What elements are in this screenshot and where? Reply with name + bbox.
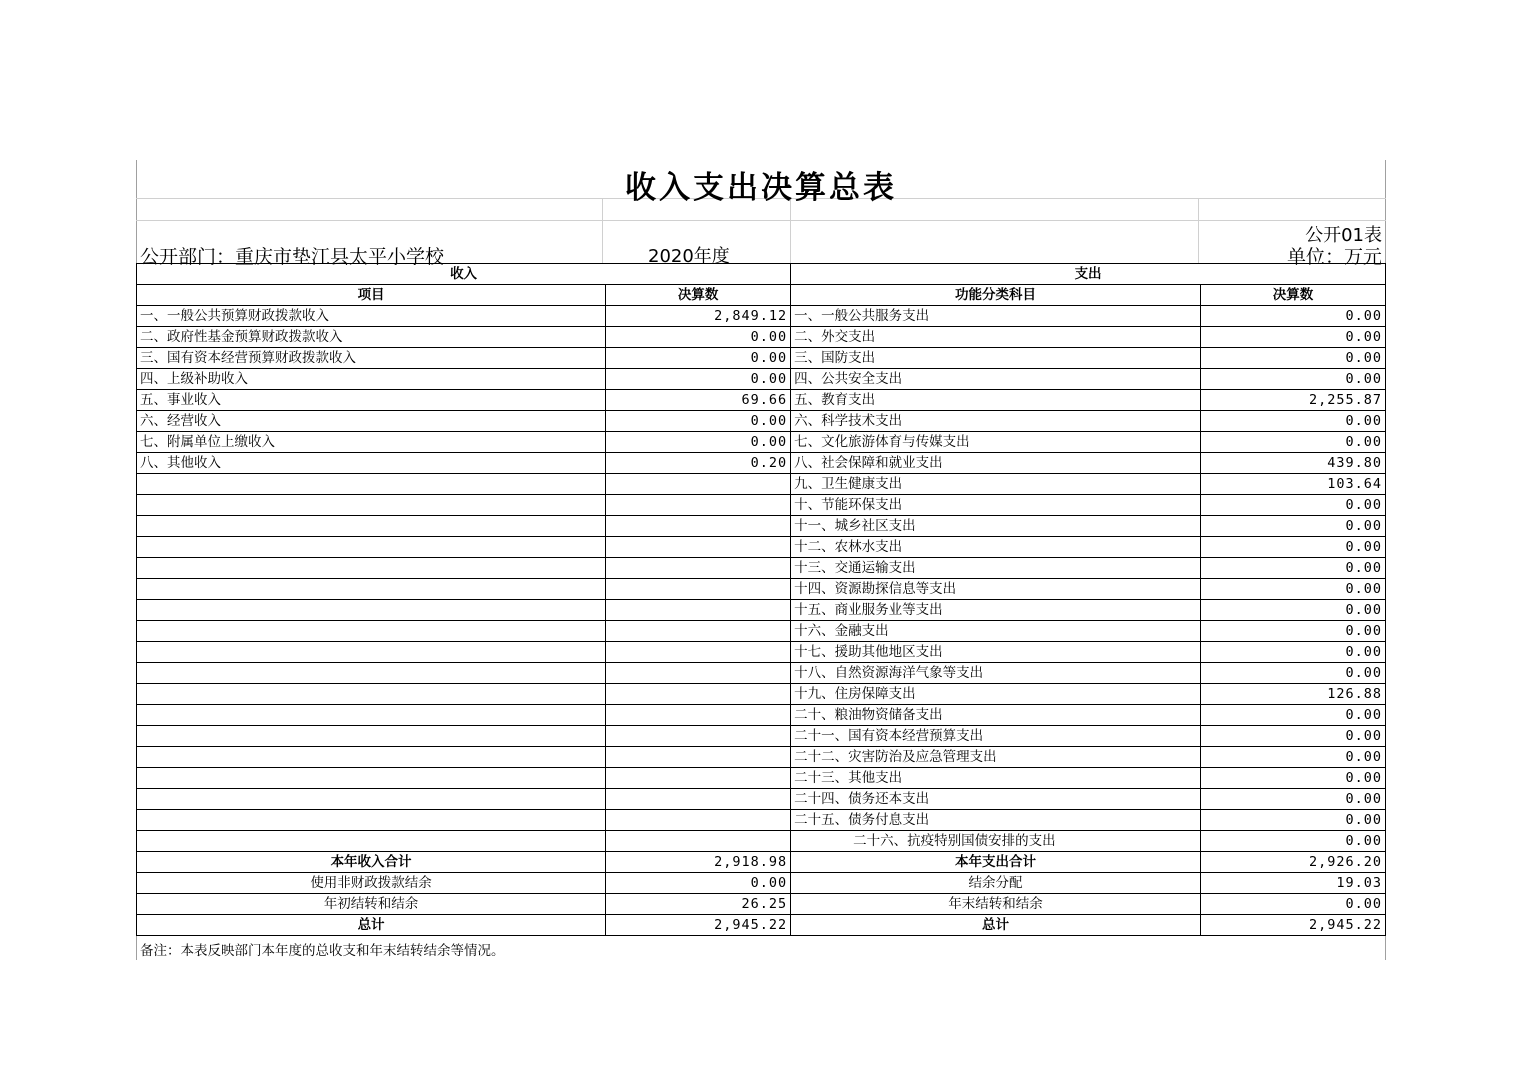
grand-label-expense: 总计 — [791, 915, 1201, 936]
table-row — [137, 369, 1386, 390]
income-item — [137, 768, 606, 789]
income-item — [137, 726, 606, 747]
table-row — [137, 768, 1386, 789]
income-item: 二、政府性基金预算财政拨款收入 — [137, 327, 606, 348]
income-amount: 0.00 — [606, 432, 791, 453]
table-row — [137, 684, 1386, 705]
income-amount — [606, 663, 791, 684]
income-item — [137, 600, 606, 621]
table-row — [137, 621, 1386, 642]
income-item: 八、其他收入 — [137, 453, 606, 474]
income-item: 七、附属单位上缴收入 — [137, 432, 606, 453]
expense-amount: 0.00 — [1200, 558, 1385, 579]
income-amount: 69.66 — [606, 390, 791, 411]
income-amount — [606, 726, 791, 747]
expense-amount: 0.00 — [1200, 831, 1385, 852]
col-item: 项目 — [137, 285, 606, 306]
grand-expense: 2,945.22 — [1200, 915, 1385, 936]
expense-item: 二十一、国有资本经营预算支出 — [791, 726, 1201, 747]
income-item — [137, 516, 606, 537]
fiscal-year: 2020年度 — [648, 246, 730, 267]
expense-item: 十八、自然资源海洋气象等支出 — [791, 663, 1201, 684]
expense-amount: 126.88 — [1200, 684, 1385, 705]
table-row — [137, 495, 1386, 516]
expense-item: 二十、粮油物资储备支出 — [791, 705, 1201, 726]
income-item — [137, 537, 606, 558]
income-amount — [606, 474, 791, 495]
page-title: 收入支出决算总表 — [625, 170, 897, 206]
income-item — [137, 558, 606, 579]
expense-item: 十六、金融支出 — [791, 621, 1201, 642]
expense-item: 五、教育支出 — [791, 390, 1201, 411]
expense-item: 十五、商业服务业等支出 — [791, 600, 1201, 621]
expense-amount: 0.00 — [1200, 516, 1385, 537]
income-amount — [606, 831, 791, 852]
income-item — [137, 684, 606, 705]
income-amount — [606, 558, 791, 579]
table-row — [137, 789, 1386, 810]
nonfiscal-label: 使用非财政拨款结余 — [137, 873, 606, 894]
expense-amount: 0.00 — [1200, 789, 1385, 810]
income-section: 收入 — [137, 264, 791, 285]
income-amount — [606, 495, 791, 516]
expense-amount: 0.00 — [1200, 663, 1385, 684]
end-label: 年末结转和结余 — [791, 894, 1201, 915]
expense-amount: 103.64 — [1200, 474, 1385, 495]
table-row — [137, 474, 1386, 495]
expense-item: 十九、住房保障支出 — [791, 684, 1201, 705]
expense-amount: 0.00 — [1200, 348, 1385, 369]
income-amount — [606, 600, 791, 621]
begin-label: 年初结转和结余 — [137, 894, 606, 915]
table-number: 公开01表 — [1305, 225, 1382, 246]
expense-amount: 0.00 — [1200, 747, 1385, 768]
income-amount — [606, 579, 791, 600]
expense-item: 二、外交支出 — [791, 327, 1201, 348]
table-row — [137, 705, 1386, 726]
expense-item: 二十六、抗疫特别国债安排的支出 — [791, 831, 1201, 852]
expense-amount: 0.00 — [1200, 327, 1385, 348]
income-item: 一、一般公共预算财政拨款收入 — [137, 306, 606, 327]
expense-item: 八、社会保障和就业支出 — [791, 453, 1201, 474]
title-row — [136, 160, 1386, 206]
table-row — [137, 558, 1386, 579]
table-row — [137, 411, 1386, 432]
table-row — [137, 453, 1386, 474]
income-amount — [606, 684, 791, 705]
surplus-label: 结余分配 — [791, 873, 1201, 894]
income-total: 2,918.98 — [606, 852, 791, 873]
income-amount — [606, 705, 791, 726]
table-row — [137, 726, 1386, 747]
income-total-label: 本年收入合计 — [137, 852, 606, 873]
table-row — [137, 306, 1386, 327]
income-item — [137, 579, 606, 600]
summary-row-totals — [137, 852, 1386, 873]
expense-amount: 0.00 — [1200, 495, 1385, 516]
expense-amount: 0.00 — [1200, 705, 1385, 726]
expense-amount: 0.00 — [1200, 537, 1385, 558]
table-row — [137, 831, 1386, 852]
sheet-header — [136, 221, 1386, 268]
expense-item: 四、公共安全支出 — [791, 369, 1201, 390]
income-item — [137, 474, 606, 495]
table-row — [137, 327, 1386, 348]
income-item — [137, 621, 606, 642]
grand-label: 总计 — [137, 915, 606, 936]
income-amount: 2,849.12 — [606, 306, 791, 327]
expense-section: 支出 — [791, 264, 1386, 285]
expense-amount: 0.00 — [1200, 642, 1385, 663]
income-item: 五、事业收入 — [137, 390, 606, 411]
table-row — [137, 432, 1386, 453]
table-row — [137, 348, 1386, 369]
income-item — [137, 705, 606, 726]
table-row — [137, 642, 1386, 663]
expense-item: 九、卫生健康支出 — [791, 474, 1201, 495]
income-item — [137, 831, 606, 852]
income-amount: 0.20 — [606, 453, 791, 474]
table-row — [137, 810, 1386, 831]
expense-total: 2,926.20 — [1200, 852, 1385, 873]
expense-amount: 0.00 — [1200, 369, 1385, 390]
expense-amount: 0.00 — [1200, 768, 1385, 789]
expense-amount: 439.80 — [1200, 453, 1385, 474]
income-amount — [606, 768, 791, 789]
expense-amount: 0.00 — [1200, 411, 1385, 432]
expense-item: 十三、交通运输支出 — [791, 558, 1201, 579]
income-item: 四、上级补助收入 — [137, 369, 606, 390]
income-amount — [606, 537, 791, 558]
income-item — [137, 747, 606, 768]
income-item — [137, 495, 606, 516]
expense-item: 一、一般公共服务支出 — [791, 306, 1201, 327]
expense-item: 十七、援助其他地区支出 — [791, 642, 1201, 663]
department: 公开部门：重庆市垫江县太平小学校 — [140, 246, 445, 268]
budget-table — [136, 263, 1386, 936]
expense-item: 十四、资源勘探信息等支出 — [791, 579, 1201, 600]
income-item — [137, 663, 606, 684]
table-row — [137, 516, 1386, 537]
summary-row-carryover — [137, 894, 1386, 915]
income-amount — [606, 516, 791, 537]
table-row — [137, 747, 1386, 768]
col-amount: 决算数 — [606, 285, 791, 306]
end-value: 0.00 — [1200, 894, 1385, 915]
income-item — [137, 789, 606, 810]
income-amount — [606, 810, 791, 831]
expense-item: 十、节能环保支出 — [791, 495, 1201, 516]
summary-row-balance — [137, 873, 1386, 894]
expense-item: 二十二、灾害防治及应急管理支出 — [791, 747, 1201, 768]
grand-income: 2,945.22 — [606, 915, 791, 936]
expense-amount: 0.00 — [1200, 432, 1385, 453]
expense-amount: 0.00 — [1200, 600, 1385, 621]
expense-amount: 0.00 — [1200, 621, 1385, 642]
expense-amount: 0.00 — [1200, 810, 1385, 831]
budget-sheet — [136, 160, 1386, 960]
table-row — [137, 537, 1386, 558]
nonfiscal-value: 0.00 — [606, 873, 791, 894]
income-amount — [606, 789, 791, 810]
expense-item: 三、国防支出 — [791, 348, 1201, 369]
footnote: 备注：本表反映部门本年度的总收支和年末结转结余等情况。 — [140, 943, 505, 959]
column-header-row — [137, 285, 1386, 306]
col-func-item: 功能分类科目 — [791, 285, 1201, 306]
expense-amount: 0.00 — [1200, 579, 1385, 600]
table-row — [137, 600, 1386, 621]
income-item: 三、国有资本经营预算财政拨款收入 — [137, 348, 606, 369]
income-item — [137, 642, 606, 663]
income-amount: 0.00 — [606, 348, 791, 369]
income-amount: 0.00 — [606, 411, 791, 432]
expense-item: 十一、城乡社区支出 — [791, 516, 1201, 537]
expense-item: 二十四、债务还本支出 — [791, 789, 1201, 810]
table-row — [137, 663, 1386, 684]
expense-item: 二十三、其他支出 — [791, 768, 1201, 789]
income-item: 六、经营收入 — [137, 411, 606, 432]
income-amount: 0.00 — [606, 327, 791, 348]
expense-item: 六、科学技术支出 — [791, 411, 1201, 432]
summary-row-grand — [137, 915, 1386, 936]
expense-amount: 2,255.87 — [1200, 390, 1385, 411]
unit-label: 单位：万元 — [1286, 246, 1382, 268]
expense-item: 七、文化旅游体育与传媒支出 — [791, 432, 1201, 453]
expense-amount: 0.00 — [1200, 726, 1385, 747]
table-row — [137, 579, 1386, 600]
surplus-value: 19.03 — [1200, 873, 1385, 894]
table-row — [137, 390, 1386, 411]
expense-total-label: 本年支出合计 — [791, 852, 1201, 873]
income-amount — [606, 747, 791, 768]
income-amount — [606, 621, 791, 642]
expense-amount: 0.00 — [1200, 306, 1385, 327]
income-amount: 0.00 — [606, 369, 791, 390]
begin-value: 26.25 — [606, 894, 791, 915]
income-item — [137, 810, 606, 831]
expense-item: 十二、农林水支出 — [791, 537, 1201, 558]
expense-item: 二十五、债务付息支出 — [791, 810, 1201, 831]
col-amount2: 决算数 — [1200, 285, 1385, 306]
income-amount — [606, 642, 791, 663]
